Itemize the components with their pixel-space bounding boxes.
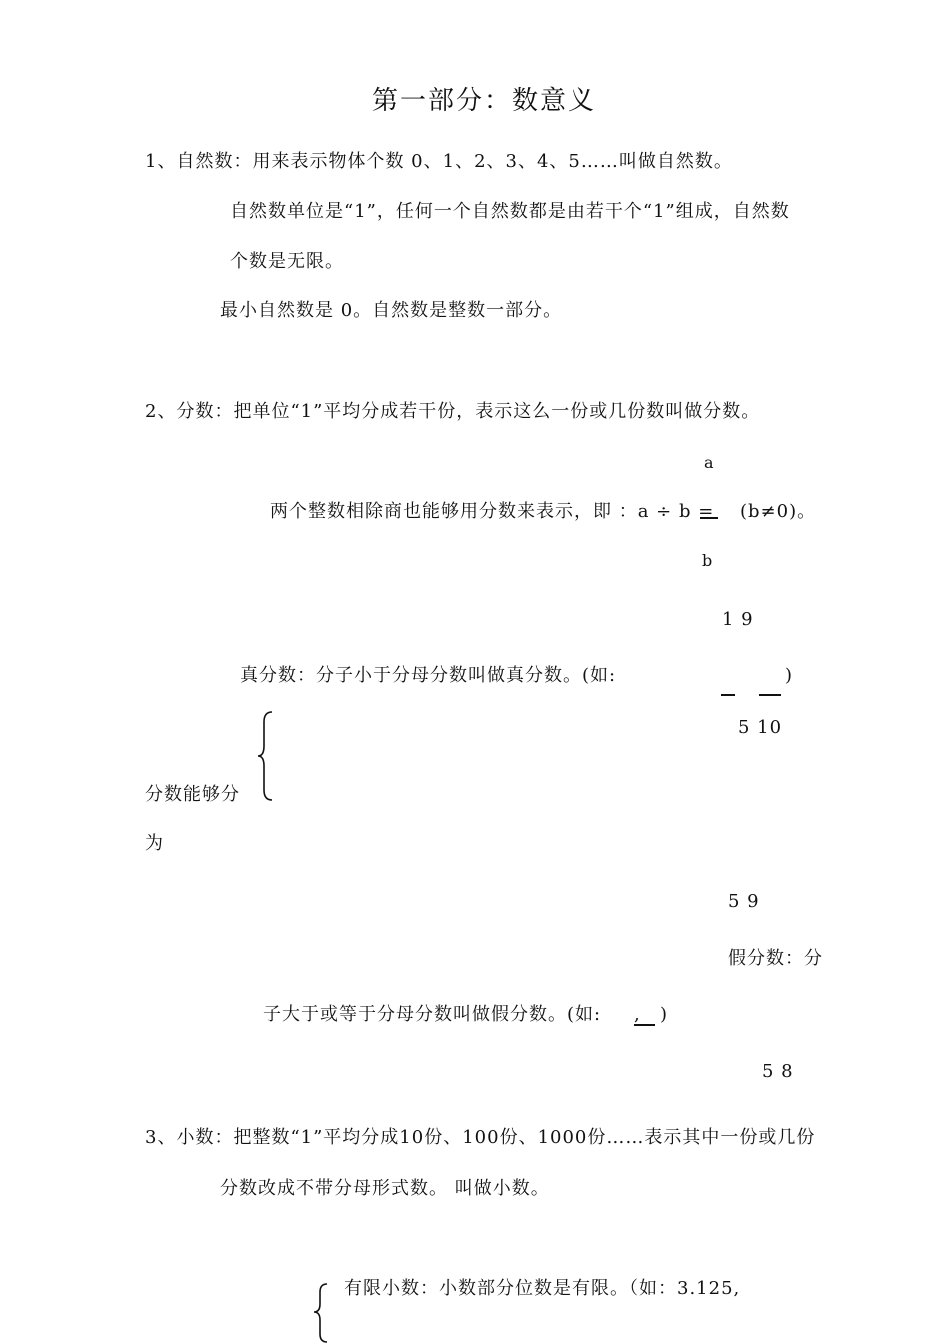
section1-line4: 最小自然数是 0。自然数是整数一部分。 [220, 300, 563, 321]
left-brace-icon-decimal [312, 1282, 330, 1344]
fraction-divisible-label-cont: 为 [145, 833, 164, 854]
section3-heading: 3、小数：把整数“1”平均分成10份、100份、1000份……表示其中一份或几份 [145, 1127, 816, 1148]
finite-decimal-definition: 有限小数：小数部分位数是有限。（如：3.125, [344, 1278, 741, 1299]
section1-heading: 1、自然数：用来表示物体个数 0、1、2、3、4、5……叫做自然数。 [145, 151, 733, 172]
section2-heading: 2、分数：把单位“1”平均分成若干份，表示这么一份或几份数叫做分数。 [145, 401, 761, 422]
improper-example-numerators: 5 9 [728, 891, 760, 912]
section1-line3: 个数是无限。 [230, 251, 344, 272]
proper-fraction-definition: 真分数：分子小于分母分数叫做真分数。(如: [240, 665, 617, 686]
fraction-numerator-a: a [704, 453, 715, 472]
section1-line2: 自然数单位是“1”，任何一个自然数都是由若干个“1”组成，自然数 [230, 201, 790, 222]
proper-example-denominators: 5 10 [738, 717, 783, 738]
fraction-divisible-label: 分数能够分 [145, 784, 240, 805]
proper-example-close: ) [785, 665, 794, 686]
improper-example-denominators: 5 8 [762, 1061, 794, 1082]
improper-example-sep [634, 1006, 655, 1026]
proper-example-bar-2 [759, 694, 781, 696]
fraction-denominator-b: b [702, 551, 714, 570]
proper-example-numerators: 1 9 [722, 609, 754, 630]
improper-example-close: ) [660, 1004, 669, 1025]
division-text: 两个整数相除商也能够用分数来表示，即 ：a ÷ b = [270, 501, 715, 522]
fraction-bar [700, 517, 718, 519]
proper-example-bar-1 [721, 694, 735, 696]
improper-fraction-definition: 子大于或等于分母分数叫做假分数。(如: [263, 1004, 602, 1025]
improper-example-fraction: , [634, 1006, 655, 1026]
improper-fraction-label: 假分数：分 [728, 948, 823, 969]
section3-line2: 分数改成不带分母形式数。 叫做小数。 [220, 1178, 550, 1199]
left-brace-icon [256, 710, 276, 802]
division-condition: (b≠0)。 [740, 501, 817, 522]
page-title: 第一部分：数意义 [372, 86, 597, 116]
